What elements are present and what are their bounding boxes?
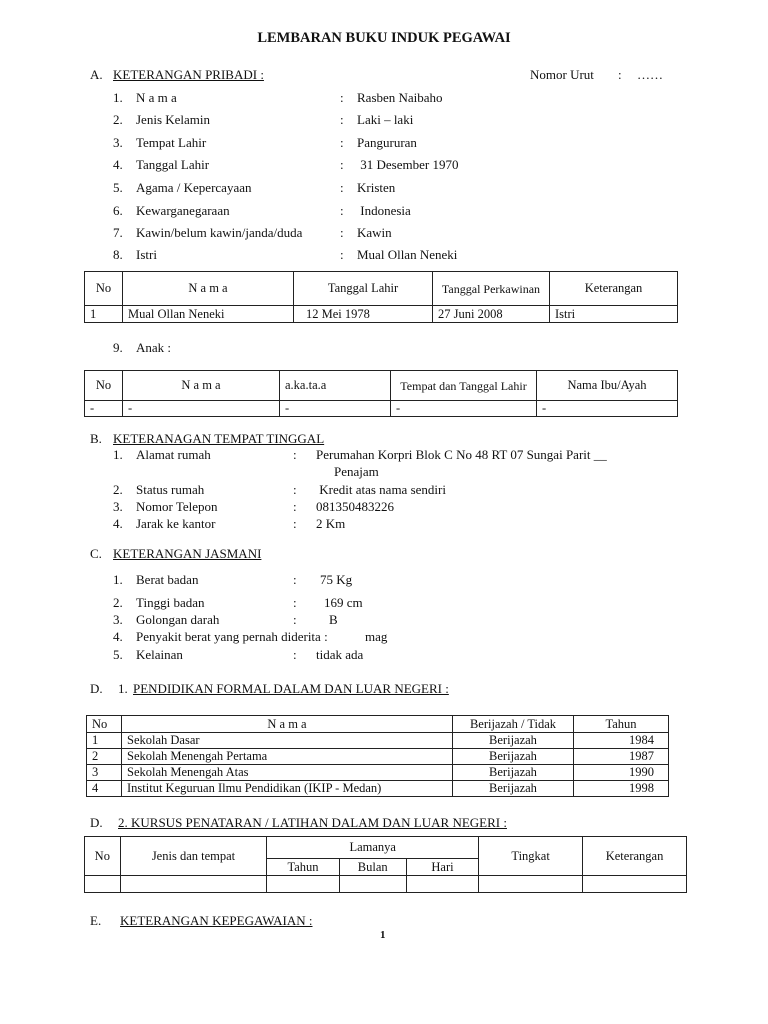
item-number: 4. — [113, 629, 123, 644]
item-value: 75 Kg — [320, 572, 353, 587]
item-label: Jenis Kelamin — [136, 112, 211, 127]
item-value: mag — [365, 629, 388, 644]
item-number: 3. — [113, 612, 123, 627]
table-cell: 1 — [85, 306, 123, 323]
table-cell: Berijazah — [453, 781, 574, 797]
item-value: B — [329, 612, 338, 627]
item-label: Alamat rumah — [136, 447, 211, 462]
item-label: Agama / Kepercayaan — [136, 180, 252, 195]
table-header: No — [87, 716, 122, 733]
table-row — [87, 749, 669, 765]
table-header: No — [85, 272, 123, 306]
item-number: 3. — [113, 135, 123, 150]
item-separator: : — [293, 516, 297, 531]
table-cell: Berijazah — [453, 733, 574, 749]
table-header: Tanggal Lahir — [294, 272, 433, 306]
item-number: 4. — [113, 157, 123, 172]
item-value: Pangururan — [357, 135, 417, 150]
table-cell: 1998 — [574, 781, 669, 797]
item-number: 1. — [113, 90, 123, 105]
item-label: N a m a — [136, 90, 177, 105]
document-title: LEMBARAN BUKU INDUK PEGAWAI — [257, 30, 511, 46]
item-value: Kristen — [357, 180, 396, 195]
item-separator: : — [340, 90, 344, 105]
item-value: tidak ada — [316, 647, 364, 662]
item-separator: : — [293, 572, 297, 587]
item-separator: : — [293, 482, 297, 497]
table-cell: 12 Mei 1978 — [294, 306, 433, 323]
anak-number: 9. — [113, 340, 123, 355]
item-value: Mual Ollan Neneki — [357, 247, 458, 262]
section-b-letter: B. — [90, 431, 102, 446]
table-cell: 3 — [87, 765, 122, 781]
section-d1-letter: D. — [90, 681, 103, 696]
item-value: Perumahan Korpri Blok C No 48 RT 07 Sungai Parit __ — [316, 447, 607, 462]
item-value: Rasben Naibaho — [357, 90, 443, 105]
item-value-continuation: Penajam — [334, 464, 379, 479]
table-header: No — [85, 371, 123, 401]
item-number: 4. — [113, 516, 123, 531]
nomor-urut-sep: : — [618, 67, 622, 82]
table-cell: - — [85, 401, 123, 417]
item-label: Tempat Lahir — [136, 135, 207, 150]
section-e-heading: KETERANGAN KEPEGAWAIAN : — [120, 913, 313, 928]
item-number: 7. — [113, 225, 123, 240]
item-number: 1. — [113, 447, 123, 462]
item-number: 2. — [113, 595, 123, 610]
item-number: 6. — [113, 203, 123, 218]
section-d1-heading: PENDIDIKAN FORMAL DALAM DAN LUAR NEGERI : — [133, 681, 449, 696]
item-separator: : — [293, 647, 297, 662]
item-label: Kelainan — [136, 647, 183, 662]
children-table — [84, 370, 678, 417]
item-label: Kewarganegaraan — [136, 203, 230, 218]
section-d1-prefix: 1. — [118, 681, 128, 696]
table-row — [87, 733, 669, 749]
item-value: Indonesia — [357, 203, 411, 218]
item-separator: : — [340, 180, 344, 195]
section-a-heading: KETERANGAN PRIBADI : — [113, 67, 264, 82]
table-cell: - — [123, 401, 280, 417]
table-header: Keterangan — [583, 837, 687, 876]
item-number: 5. — [113, 647, 123, 662]
table-cell: 1 — [87, 733, 122, 749]
nomor-urut-label: Nomor Urut — [530, 67, 594, 82]
item-value: 2 Km — [316, 516, 346, 531]
item-label: Berat badan — [136, 572, 199, 587]
item-label: Istri — [136, 247, 157, 262]
table-cell: Institut Keguruan Ilmu Pendidikan (IKIP - Medan) — [122, 781, 453, 797]
table-header: Berijazah / Tidak — [453, 716, 574, 733]
item-number: 2. — [113, 482, 123, 497]
table-cell: Sekolah Menengah Pertama — [122, 749, 453, 765]
item-separator: : — [340, 225, 344, 240]
table-header: Tahun — [267, 859, 339, 876]
table-cell: 4 — [87, 781, 122, 797]
item-number: 3. — [113, 499, 123, 514]
section-d2-heading: 2. KURSUS PENATARAN / LATIHAN DALAM DAN LUAR NEGERI : — [118, 815, 507, 830]
item-separator: : — [293, 447, 297, 462]
item-label: Tinggi badan — [136, 595, 205, 610]
item-value: Kawin — [357, 225, 392, 240]
table-row — [85, 401, 678, 417]
education-table — [86, 715, 669, 797]
table-header: Tingkat — [479, 837, 583, 876]
item-value: 081350483226 — [316, 499, 394, 514]
section-a-letter: A. — [90, 67, 103, 82]
item-separator: : — [293, 499, 297, 514]
anak-label: Anak : — [136, 340, 172, 355]
item-number: 2. — [113, 112, 123, 127]
item-separator: : — [340, 247, 344, 262]
table-cell — [479, 876, 583, 893]
item-label: Jarak ke kantor — [136, 516, 216, 531]
table-cell — [267, 876, 339, 893]
item-number: 8. — [113, 247, 123, 262]
item-label: Nomor Telepon — [136, 499, 218, 514]
item-value: Laki – laki — [357, 112, 414, 127]
item-number: 5. — [113, 180, 123, 195]
table-header: Tahun — [574, 716, 669, 733]
table-cell: 1987 — [574, 749, 669, 765]
table-header: Lamanya — [267, 837, 479, 859]
table-header: N a m a — [123, 371, 280, 401]
table-cell: 1990 — [574, 765, 669, 781]
table-header: Keterangan — [550, 272, 678, 306]
table-header: N a m a — [122, 716, 453, 733]
table-row — [87, 781, 669, 797]
item-separator: : — [340, 112, 344, 127]
item-separator: : — [340, 203, 344, 218]
table-cell: 1984 — [574, 733, 669, 749]
item-value: 31 Desember 1970 — [357, 157, 459, 172]
table-row — [85, 876, 687, 893]
item-separator: : — [293, 595, 297, 610]
table-header: a.ka.ta.a — [280, 371, 391, 401]
table-cell: 27 Juni 2008 — [433, 306, 550, 323]
table-header: Bulan — [339, 859, 406, 876]
item-label: Tanggal Lahir — [136, 157, 210, 172]
item-separator: : — [340, 135, 344, 150]
table-cell: - — [280, 401, 391, 417]
item-separator: : — [293, 612, 297, 627]
item-separator: : — [340, 157, 344, 172]
section-b-heading: KETERANAGAN TEMPAT TINGGAL — [113, 431, 325, 446]
courses-table — [84, 836, 687, 893]
item-label: Golongan darah — [136, 612, 220, 627]
table-cell: Sekolah Dasar — [122, 733, 453, 749]
table-cell: - — [537, 401, 678, 417]
table-cell: 2 — [87, 749, 122, 765]
table-header: Jenis dan tempat — [120, 837, 267, 876]
table-cell — [406, 876, 478, 893]
item-value: 169 cm — [324, 595, 363, 610]
table-header: Tempat dan Tanggal Lahir — [391, 371, 537, 401]
page-number: 1 — [380, 929, 386, 941]
table-header: No — [85, 837, 121, 876]
section-c-heading: KETERANGAN JASMANI — [113, 546, 262, 561]
item-label: Status rumah — [136, 482, 205, 497]
section-c-letter: C. — [90, 546, 102, 561]
table-cell — [583, 876, 687, 893]
table-row — [87, 765, 669, 781]
item-label: Penyakit berat yang pernah diderita : — [136, 629, 328, 644]
nomor-urut-value: …… — [637, 67, 663, 82]
table-cell: - — [391, 401, 537, 417]
table-row — [85, 306, 678, 323]
spouse-table — [84, 271, 678, 323]
item-value: Kredit atas nama sendiri — [316, 482, 446, 497]
table-header: N a m a — [123, 272, 294, 306]
table-cell: Berijazah — [453, 765, 574, 781]
section-d2-letter: D. — [90, 815, 103, 830]
table-cell — [85, 876, 121, 893]
table-header: Tanggal Perkawinan — [433, 272, 550, 306]
table-header: Hari — [406, 859, 478, 876]
table-cell — [339, 876, 406, 893]
table-cell: Berijazah — [453, 749, 574, 765]
table-cell: Mual Ollan Neneki — [123, 306, 294, 323]
section-e-letter: E. — [90, 913, 102, 928]
table-header: Nama Ibu/Ayah — [537, 371, 678, 401]
table-cell: Sekolah Menengah Atas — [122, 765, 453, 781]
table-cell — [120, 876, 267, 893]
table-cell: Istri — [550, 306, 678, 323]
item-number: 1. — [113, 572, 123, 587]
item-label: Kawin/belum kawin/janda/duda — [136, 225, 303, 240]
